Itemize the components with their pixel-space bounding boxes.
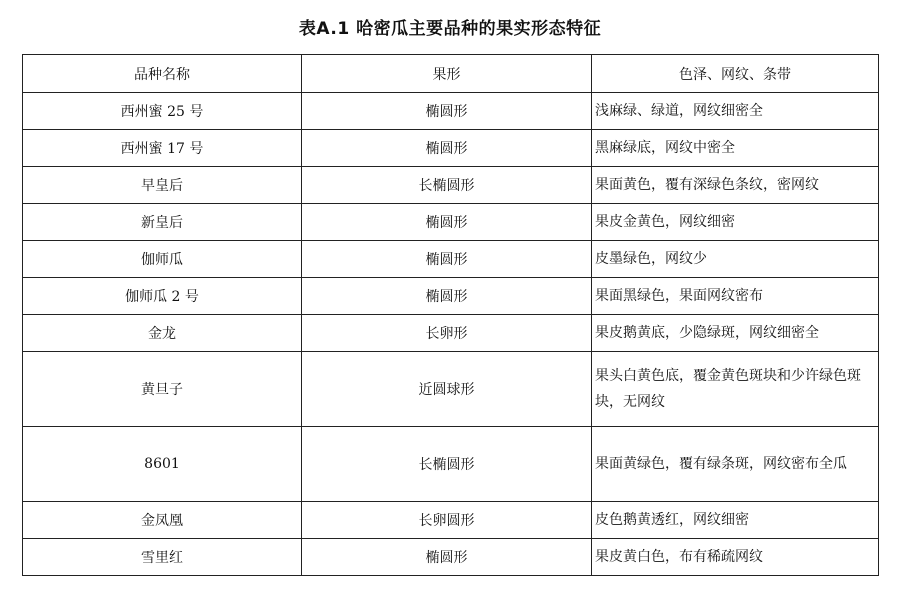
cell-fruit-shape: 长卵圆形 [302,502,592,539]
header-row [23,55,879,93]
table-row [23,315,879,352]
cell-color-pattern: 皮色鹅黄透红，网纹细密 [592,502,879,539]
table-row [23,130,879,167]
cell-fruit-shape: 椭圆形 [302,130,592,167]
cell-fruit-shape: 椭圆形 [302,241,592,278]
cell-variety-name: 黄旦子 [23,352,302,427]
cell-fruit-shape: 椭圆形 [302,278,592,315]
cell-variety-name: 金龙 [23,315,302,352]
cell-fruit-shape: 近圆球形 [302,352,592,427]
cell-fruit-shape: 长卵形 [302,315,592,352]
cell-variety-name: 8601 [23,427,302,502]
cell-variety-name: 西州蜜 25 号 [23,93,302,130]
table-row [23,539,879,576]
header-color-pattern: 色泽、网纹、条带 [592,55,879,93]
cell-color-pattern: 皮墨绿色，网纹少 [592,241,879,278]
cell-fruit-shape: 长椭圆形 [302,427,592,502]
cell-color-pattern: 果面黑绿色，果面网纹密布 [592,278,879,315]
table-body [23,93,879,576]
table-header [23,55,879,93]
table-row [23,167,879,204]
melon-varieties-table [22,54,879,576]
table-row [23,502,879,539]
table-row [23,427,879,502]
cell-fruit-shape: 长椭圆形 [302,167,592,204]
cell-variety-name: 伽师瓜 2 号 [23,278,302,315]
table-row [23,352,879,427]
cell-color-pattern: 果面黄色，覆有深绿色条纹，密网纹 [592,167,879,204]
cell-variety-name: 早皇后 [23,167,302,204]
cell-variety-name: 西州蜜 17 号 [23,130,302,167]
table-row [23,204,879,241]
cell-color-pattern: 果皮黄白色，布有稀疏网纹 [592,539,879,576]
header-fruit-shape: 果形 [302,55,592,93]
cell-color-pattern: 果头白黄色底，覆金黄色斑块和少许绿色斑块，无网纹 [592,352,879,427]
cell-color-pattern: 果皮金黄色，网纹细密 [592,204,879,241]
cell-variety-name: 新皇后 [23,204,302,241]
cell-variety-name: 伽师瓜 [23,241,302,278]
cell-fruit-shape: 椭圆形 [302,93,592,130]
table-row [23,93,879,130]
cell-fruit-shape: 椭圆形 [302,204,592,241]
header-variety-name: 品种名称 [23,55,302,93]
cell-fruit-shape: 椭圆形 [302,539,592,576]
cell-color-pattern: 黑麻绿底，网纹中密全 [592,130,879,167]
cell-variety-name: 金凤凰 [23,502,302,539]
table-title: 表A.1 哈密瓜主要品种的果实形态特征 [298,19,602,39]
cell-variety-name: 雪里红 [23,539,302,576]
cell-color-pattern: 浅麻绿、绿道，网纹细密全 [592,93,879,130]
table-row [23,241,879,278]
cell-color-pattern: 果皮鹅黄底，少隐绿斑，网纹细密全 [592,315,879,352]
cell-color-pattern: 果面黄绿色，覆有绿条斑，网纹密布全瓜 [592,427,879,502]
table-row [23,278,879,315]
